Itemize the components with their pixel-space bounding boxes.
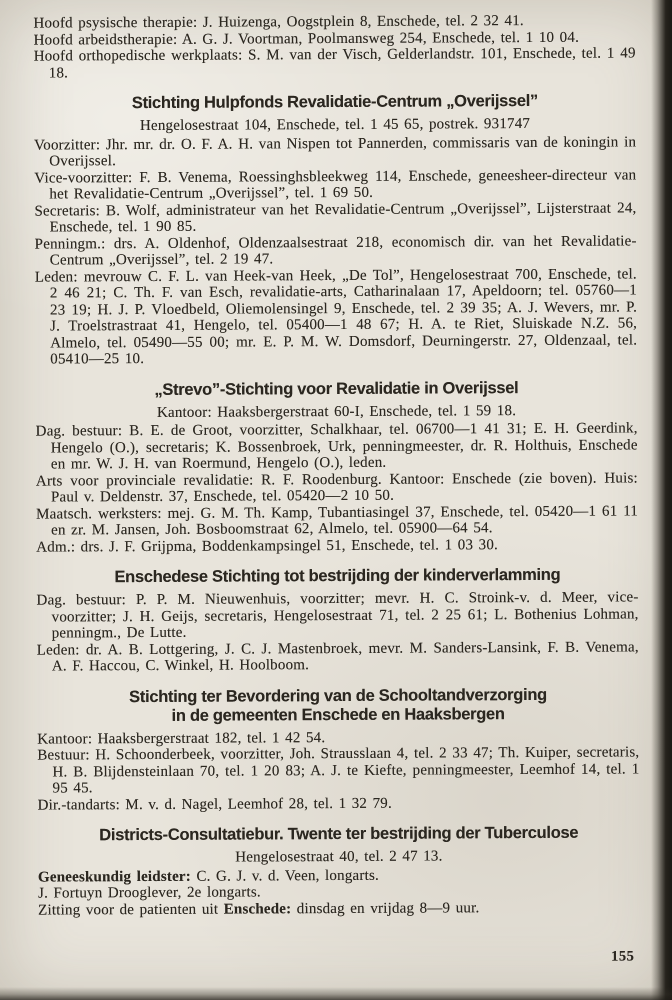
- sections-container: [33, 12, 640, 918]
- page-edge-shadow: [651, 0, 672, 1000]
- entry-paragraph: Hoofd arbeidstherapie: A. G. J. Voortman, Poolmansweg 254, Enschede, tel. 1 10 04.: [33, 29, 580, 49]
- section: [36, 565, 639, 675]
- section-heading: Stichting ter Bevordering van de Schooltandverzorging in de gemeenten Enschede en Haaksbergen: [129, 685, 547, 725]
- entry-paragraph: Arts voor provinciale revalidatie: R. F. Roodenburg. Kantoor: Enschede (zie boven). Huis: Paul v. Deldenstr. 37, Enschede, tel. 05420—2 10 50.: [35, 469, 638, 506]
- entry-paragraph: Kantoor: Haaksbergerstraat 182, tel. 1 42 54.: [37, 729, 326, 748]
- entry-paragraph: Bestuur: H. Schoonderbeek, voorzitter, Joh. Strausslaan 4, tel. 2 33 47; Th. Kuiper, secretaris, H. B. Blijdensteinlaan 70, tel. 1 20 83; A. J. te Kiefte, penningmeester, Leemhof 14, tel. 1 95 45.: [37, 744, 640, 797]
- entry-paragraph: Hoofd psysische therapie: J. Huizenga, Oogstplein 8, Enschede, tel. 2 32 41.: [33, 13, 524, 32]
- entry-paragraph: Adm.: drs. J. F. Grijpma, Boddenkampsingel 51, Enschede, tel. 1 03 30.: [36, 536, 499, 556]
- entry-paragraph: Hoofd orthopedische werkplaats: S. M. van der Visch, Gelderlandstr. 101, Enschede, tel. 1 49 18.: [33, 45, 636, 81]
- entry-paragraph: Penningm.: drs. A. Oldenhof, Oldenzaalsestraat 218, economisch dir. van het Revalidatie-Centrum „Overijssel”, tel. 2 19 47.: [34, 232, 637, 269]
- page-number: 155: [611, 947, 635, 965]
- entry-paragraph: J. Fortuyn Drooglever, 2e longarts.: [38, 884, 261, 902]
- section-heading: Stichting Hulpfonds Revalidatie-Centrum „Overijssel”: [131, 91, 539, 113]
- address-line: Kantoor: Haaksbergerstraat 60-I, Enschede, tel. 1 59 18.: [156, 402, 517, 421]
- address-line: Hengelosestraat 104, Enschede, tel. 1 45 65, postrek. 931747: [139, 115, 531, 135]
- section-heading: Enschedese Stichting tot bestrijding der kinderverlamming: [114, 565, 561, 587]
- entry-paragraph: Leden: dr. A. B. Lottgering, J. C. J. Mastenbroek, mevr. M. Sanders-Lansink, F. B. Venema, A. F. Haccou, C. Winkel, H. Hoolboom.: [36, 638, 639, 675]
- entry-paragraph: Leden: mevrouw C. F. L. van Heek-van Heek, „De Tol”, Hengelosestraat 700, Enschede, tel. 2 46 21; C. Th. F. van Esch, revalidatie-arts, Catharinalaan 17, Apeldoorn; tel. 05760—1 23 19; H. J. P. Vloedbeld, Oliemolensingel 9, Enschede, tel. 2 39 35; A. J. Wevers, mr. P. J. Troelstrastraat 41, Hengelo, tel. 05400—1 48 67; H. A. te Riet, Sluiskade N.Z. 56, Almelo, tel. 05490—55 00; mr. E. P. M. W. Domsdorf, Deurningerstr. 27, Oldenzaal, tel. 05410—25 10.: [34, 265, 638, 368]
- page-bottom-shadow: [0, 987, 672, 1000]
- entry-paragraph: Vice-voorzitter: F. B. Venema, Roessinghsbleekweg 114, Enschede, geneesheer-directeur van het Revalidatie-Centrum „Overijssel”, tel. 1 69 50.: [34, 166, 637, 203]
- entry-paragraph: Secretaris: B. Wolf, administrateur van het Revalidatie-Centrum „Overijssel”, Lijsterstraat 24, Enschede, tel. 1 90 85.: [34, 199, 637, 236]
- entry-paragraph: Zitting voor de patienten uit Enschede: dinsdag en vrijdag 8—9 uur.: [38, 899, 480, 919]
- address-line: Hengelosestraat 40, tel. 2 47 13.: [235, 848, 443, 866]
- section-heading: Districts-Consultatiebur. Twente ter bestrijding der Tuberculose: [99, 823, 579, 845]
- section-heading: „Strevo”-Stichting voor Revalidatie in Overijssel: [154, 378, 519, 399]
- entry-paragraph: Dag. bestuur: P. P. M. Nieuwenhuis, voorzitter; mevr. H. C. Stroink-v. d. Meer, vice-voorzitter; J. H. Geijs, secretaris, Hengelosestraat 71, tel. 2 25 61; L. Bothenius Lohman, penningm., De Lutte.: [36, 589, 639, 642]
- entry-paragraph: Maatsch. werksters: mej. G. M. Th. Kamp, Tubantiasingel 37, Enschede, tel. 05420—1 61 11 en zr. M. Jansen, Joh. Bosboomstraat 62, Almelo, tel. 05900—64 54.: [36, 502, 639, 539]
- entry-paragraph: Voorzitter: Jhr. mr. dr. O. F. A. H. van Nispen tot Pannerden, commissaris van de koningin in Overijssel.: [34, 133, 637, 170]
- section: [33, 12, 635, 81]
- section: [34, 91, 637, 368]
- section: [38, 823, 640, 918]
- entry-paragraph: Dir.-tandarts: M. v. d. Nagel, Leemhof 28, tel. 1 32 79.: [37, 795, 392, 814]
- entry-paragraph: Geneeskundig leidster: C. G. J. v. d. Veen, longarts.: [37, 867, 379, 886]
- section: [37, 685, 640, 814]
- section: [35, 378, 638, 556]
- entry-paragraph: Dag. bestuur: B. E. de Groot, voorzitter, Schalkhaar, tel. 06700—1 41 31; E. H. Geerdink, Hengelo (O.), secretaris; K. Bossenbroek, Urk, penningmeester, dr. R. Holthuis, Enschede en mr. W. J. H. van Roermund, Hengelo (O.), leden.: [35, 420, 638, 473]
